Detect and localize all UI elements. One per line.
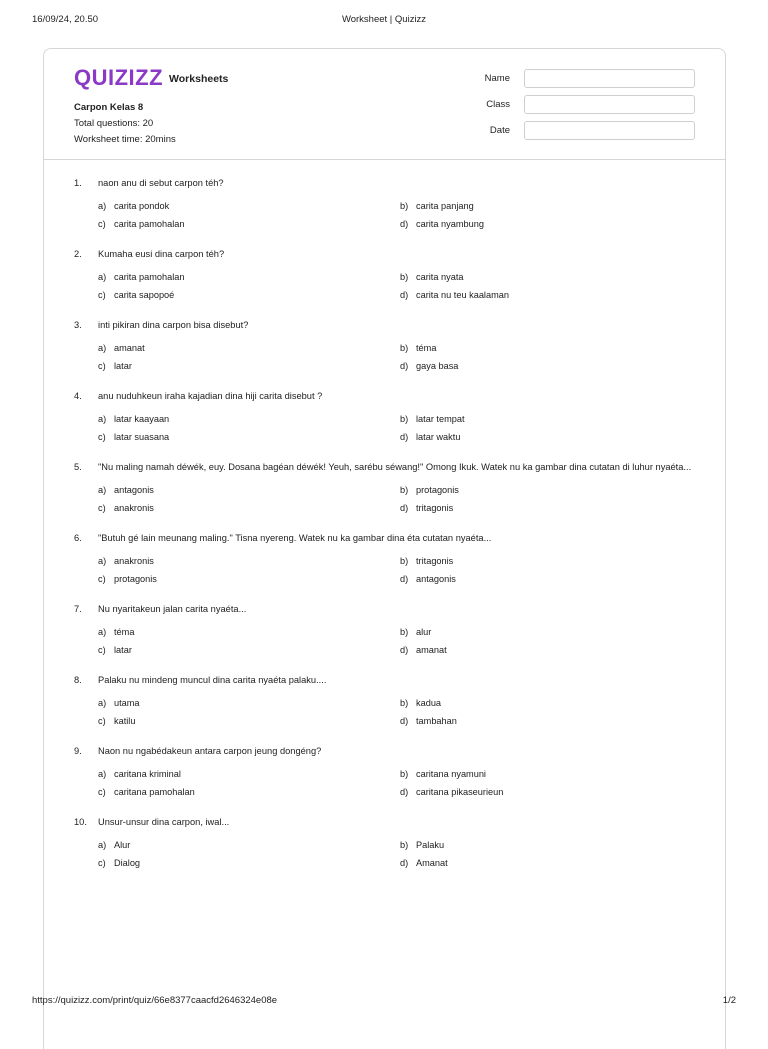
question-number: 3.	[74, 320, 82, 330]
option-letter: d)	[400, 716, 409, 726]
option-letter: c)	[98, 432, 106, 442]
option-letter: a)	[98, 840, 107, 850]
question-line	[74, 673, 695, 687]
question-text: "Butuh gé lain meunang maling." Tisna nyereng. Watek nu ka gambar dina éta cutatan nyaéta...	[98, 533, 492, 543]
option-text: antagonis	[416, 574, 456, 584]
answer-option	[400, 431, 695, 444]
option-text: protagonis	[114, 574, 157, 584]
option-letter: d)	[400, 361, 409, 371]
question-text: Nu nyaritakeun jalan carita nyaéta...	[98, 604, 247, 614]
option-text: alur	[416, 627, 432, 637]
option-text: Alur	[114, 840, 131, 850]
option-letter: c)	[98, 503, 106, 513]
answer-option	[98, 626, 400, 639]
option-letter: d)	[400, 503, 409, 513]
option-letter: d)	[400, 645, 409, 655]
logo-subtitle: Worksheets	[169, 73, 229, 85]
date-label: Date	[489, 125, 510, 136]
answer-option	[98, 413, 400, 426]
question-line	[74, 602, 695, 616]
print-header	[32, 14, 736, 28]
option-text: Amanat	[416, 858, 448, 868]
option-text: carita pamohalan	[114, 272, 185, 282]
question-line	[74, 460, 695, 474]
option-text: Dialog	[114, 858, 141, 868]
print-url: https://quizizz.com/print/quiz/66e8377caacfd2646324e08e	[32, 995, 278, 1006]
option-letter: d)	[400, 219, 409, 229]
option-text: anakronis	[114, 556, 154, 566]
question-number: 10.	[74, 817, 87, 827]
question-number: 5.	[74, 462, 82, 472]
answer-options	[98, 555, 695, 586]
question-list	[74, 176, 695, 886]
answer-options	[98, 200, 695, 231]
question-item	[74, 602, 695, 657]
option-text: latar waktu	[416, 432, 461, 442]
name-field-row	[455, 69, 695, 88]
answer-options	[98, 271, 695, 302]
option-letter: b)	[400, 769, 409, 779]
option-text: téma	[114, 627, 135, 637]
option-letter: c)	[98, 858, 106, 868]
question-text: Naon nu ngabédakeun antara carpon jeung dongéng?	[98, 746, 322, 756]
option-letter: c)	[98, 716, 106, 726]
print-footer	[32, 995, 736, 1009]
option-letter: a)	[98, 556, 107, 566]
answer-option	[400, 768, 695, 781]
question-number: 1.	[74, 178, 82, 188]
name-field[interactable]	[524, 69, 695, 88]
option-text: kadua	[416, 698, 442, 708]
question-line	[74, 531, 695, 545]
quiz-title: Carpon Kelas 8	[74, 102, 144, 113]
answer-option	[98, 342, 400, 355]
option-text: utama	[114, 698, 140, 708]
answer-option	[400, 289, 695, 302]
question-line	[74, 389, 695, 403]
question-item	[74, 176, 695, 231]
answer-option	[98, 555, 400, 568]
answer-option	[400, 218, 695, 231]
option-letter: b)	[400, 698, 409, 708]
option-text: latar tempat	[416, 414, 465, 424]
answer-options	[98, 768, 695, 799]
option-letter: c)	[98, 219, 106, 229]
option-text: katilu	[114, 716, 136, 726]
answer-option	[400, 839, 695, 852]
option-text: protagonis	[416, 485, 459, 495]
class-label: Class	[486, 99, 510, 110]
answer-option	[98, 768, 400, 781]
option-letter: d)	[400, 574, 409, 584]
option-text: carita nyata	[416, 272, 464, 282]
option-letter: c)	[98, 787, 106, 797]
option-text: caritana pamohalan	[114, 787, 195, 797]
question-text: Kumaha eusi dina carpon téh?	[98, 249, 225, 259]
option-text: caritana nyamuni	[416, 769, 486, 779]
answer-options	[98, 484, 695, 515]
quiz-meta	[74, 100, 176, 148]
worksheet	[43, 48, 726, 1049]
date-field-row	[455, 121, 695, 140]
option-letter: a)	[98, 698, 107, 708]
question-item	[74, 389, 695, 444]
option-text: tritagonis	[416, 556, 454, 566]
student-fields	[455, 69, 695, 147]
page-number: 1/2	[722, 995, 736, 1006]
option-letter: d)	[400, 858, 409, 868]
question-number: 9.	[74, 746, 82, 756]
question-line	[74, 318, 695, 332]
answer-option	[400, 200, 695, 213]
option-letter: c)	[98, 361, 106, 371]
option-text: carita pondok	[114, 201, 170, 211]
option-letter: a)	[98, 272, 107, 282]
option-letter: b)	[400, 272, 409, 282]
option-text: carita sapopoé	[114, 290, 175, 300]
question-text: "Nu maling namah déwék, euy. Dosana bagéan déwék! Yeuh, sarébu séwang!" Omong Ikuk. Watek nu ka gambar dina cutatan di luhur nyaéta...	[98, 462, 692, 472]
total-questions: Total questions: 20	[74, 118, 154, 129]
option-text: tambahan	[416, 716, 457, 726]
quizizz-logo	[74, 65, 228, 91]
answer-option	[98, 484, 400, 497]
answer-option	[400, 626, 695, 639]
option-text: latar	[114, 645, 132, 655]
worksheet-time: Worksheet time: 20mins	[74, 134, 176, 145]
option-text: caritana kriminal	[114, 769, 181, 779]
option-text: carita nyambung	[416, 219, 484, 229]
question-number: 7.	[74, 604, 82, 614]
question-line	[74, 815, 695, 829]
answer-option	[98, 715, 400, 728]
option-text: anakronis	[114, 503, 154, 513]
answer-option	[98, 786, 400, 799]
answer-option	[98, 289, 400, 302]
answer-option	[98, 271, 400, 284]
option-text: gaya basa	[416, 361, 459, 371]
option-letter: a)	[98, 201, 107, 211]
option-letter: d)	[400, 290, 409, 300]
answer-option	[98, 839, 400, 852]
option-letter: b)	[400, 627, 409, 637]
question-text: naon anu di sebut carpon téh?	[98, 178, 224, 188]
answer-option	[98, 573, 400, 586]
answer-option	[400, 573, 695, 586]
question-item	[74, 744, 695, 799]
question-item	[74, 673, 695, 728]
answer-option	[400, 697, 695, 710]
question-line	[74, 744, 695, 758]
answer-options	[98, 839, 695, 870]
option-letter: c)	[98, 645, 106, 655]
option-letter: b)	[400, 343, 409, 353]
answer-option	[98, 644, 400, 657]
answer-option	[400, 271, 695, 284]
question-item	[74, 531, 695, 586]
question-line	[74, 176, 695, 190]
option-text: amanat	[416, 645, 447, 655]
answer-options	[98, 697, 695, 728]
option-text: latar	[114, 361, 132, 371]
date-field[interactable]	[524, 121, 695, 140]
answer-option	[400, 715, 695, 728]
option-letter: b)	[400, 556, 409, 566]
option-letter: a)	[98, 343, 107, 353]
answer-options	[98, 413, 695, 444]
option-text: latar kaayaan	[114, 414, 170, 424]
question-item	[74, 318, 695, 373]
question-line	[74, 247, 695, 261]
answer-options	[98, 342, 695, 373]
answer-option	[400, 413, 695, 426]
question-text: inti pikiran dina carpon bisa disebut?	[98, 320, 249, 330]
answer-option	[400, 360, 695, 373]
answer-option	[98, 218, 400, 231]
question-item	[74, 815, 695, 870]
option-letter: d)	[400, 787, 409, 797]
class-field[interactable]	[524, 95, 695, 114]
question-item	[74, 460, 695, 515]
option-text: tritagonis	[416, 503, 454, 513]
question-number: 2.	[74, 249, 82, 259]
option-letter: d)	[400, 432, 409, 442]
option-letter: b)	[400, 840, 409, 850]
answer-option	[98, 697, 400, 710]
answer-option	[400, 644, 695, 657]
answer-option	[400, 555, 695, 568]
question-number: 8.	[74, 675, 82, 685]
option-text: amanat	[114, 343, 145, 353]
option-letter: a)	[98, 485, 107, 495]
answer-option	[98, 857, 400, 870]
option-letter: a)	[98, 769, 107, 779]
answer-options	[98, 626, 695, 657]
question-text: Palaku nu mindeng muncul dina carita nyaéta palaku....	[98, 675, 327, 685]
option-text: carita nu teu kaalaman	[416, 290, 509, 300]
answer-option	[98, 360, 400, 373]
question-text: Unsur-unsur dina carpon, iwal...	[98, 817, 230, 827]
answer-option	[98, 502, 400, 515]
answer-option	[400, 484, 695, 497]
option-text: carita pamohalan	[114, 219, 185, 229]
answer-option	[400, 857, 695, 870]
option-letter: b)	[400, 414, 409, 424]
answer-option	[98, 200, 400, 213]
name-label: Name	[484, 73, 510, 84]
class-field-row	[455, 95, 695, 114]
print-datetime: 16/09/24, 20.50	[32, 14, 99, 25]
option-letter: b)	[400, 485, 409, 495]
logo-wordmark: QUIZIZZ	[74, 65, 164, 90]
option-letter: a)	[98, 627, 107, 637]
answer-option	[98, 431, 400, 444]
option-letter: b)	[400, 201, 409, 211]
option-text: Palaku	[416, 840, 445, 850]
answer-option	[400, 502, 695, 515]
worksheet-header	[44, 49, 725, 160]
option-letter: a)	[98, 414, 107, 424]
question-text: anu nuduhkeun iraha kajadian dina hiji carita disebut ?	[98, 391, 323, 401]
option-text: antagonis	[114, 485, 154, 495]
option-letter: c)	[98, 574, 106, 584]
question-number: 6.	[74, 533, 82, 543]
answer-option	[400, 342, 695, 355]
option-text: latar suasana	[114, 432, 170, 442]
print-page-title: Worksheet | Quizizz	[341, 14, 427, 25]
option-text: caritana pikaseurieun	[416, 787, 504, 797]
question-item	[74, 247, 695, 302]
option-letter: c)	[98, 290, 106, 300]
question-number: 4.	[74, 391, 82, 401]
option-text: téma	[416, 343, 437, 353]
option-text: carita panjang	[416, 201, 474, 211]
answer-option	[400, 786, 695, 799]
